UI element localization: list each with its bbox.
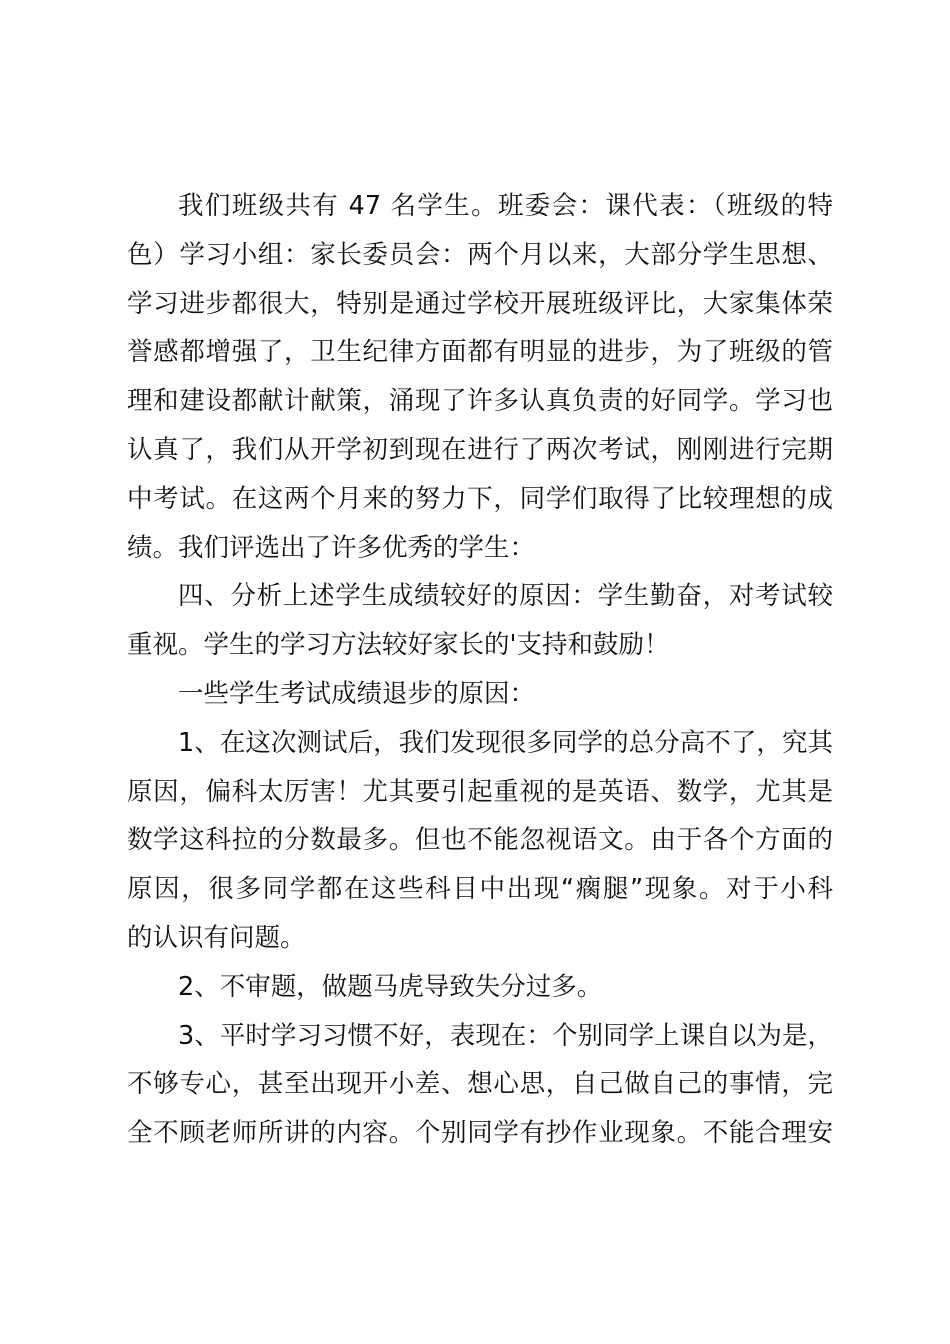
- text-line: 不够专心，甚至出现开小差、想心思，自己做自己的事情，完: [127, 1069, 833, 1100]
- text-line: 色）学习小组：家长委员会：两个月以来，大部分学生思想、: [127, 239, 833, 270]
- text-line: 重视。学生的学习方法较好家长的'支持和鼓励！: [127, 630, 670, 661]
- text-line: 誉感都增强了，卫生纪律方面都有明显的进步，为了班级的管: [127, 337, 833, 368]
- text-line: 的认识有问题。: [127, 922, 306, 953]
- text-line: 3、平时学习习惯不好，表现在：个别同学上课自以为是，: [178, 1020, 833, 1051]
- text-line: 四、分析上述学生成绩较好的原因：学生勤奋，对考试较: [178, 581, 833, 612]
- text-line: 原因，很多同学都在这些科目中出现“瘸腿”现象。对于小科: [127, 874, 833, 905]
- text-line: 一些学生考试成绩退步的原因：: [178, 678, 536, 709]
- text-line: 2、不审题，做题马虎导致失分过多。: [178, 971, 603, 1002]
- text-line: 我们班级共有 47 名学生。班委会：课代表：（班级的特: [178, 191, 833, 221]
- text-line: 理和建设都献计献策，涌现了许多认真负责的好同学。学习也: [127, 386, 833, 417]
- text-line: 认真了，我们从开学初到现在进行了两次考试，刚刚进行完期: [127, 434, 833, 465]
- text-line: 原因，偏科太厉害！尤其要引起重视的是英语、数学，尤其是: [127, 776, 833, 807]
- text-line: 中考试。在这两个月来的努力下，同学们取得了比较理想的成: [127, 483, 833, 514]
- text-line: 绩。我们评选出了许多优秀的学生：: [127, 532, 536, 563]
- body-text: [127, 182, 833, 1158]
- text-line: 数学这科拉的分数最多。但也不能忽视语文。由于各个方面的: [127, 825, 833, 856]
- text-line: 全不顾老师所讲的内容。个别同学有抄作业现象。不能合理安: [127, 1118, 833, 1149]
- text-line: 1、在这次测试后，我们发现很多同学的总分高不了，究其: [178, 727, 833, 758]
- text-line: 学习进步都很大，特别是通过学校开展班级评比，大家集体荣: [127, 288, 833, 319]
